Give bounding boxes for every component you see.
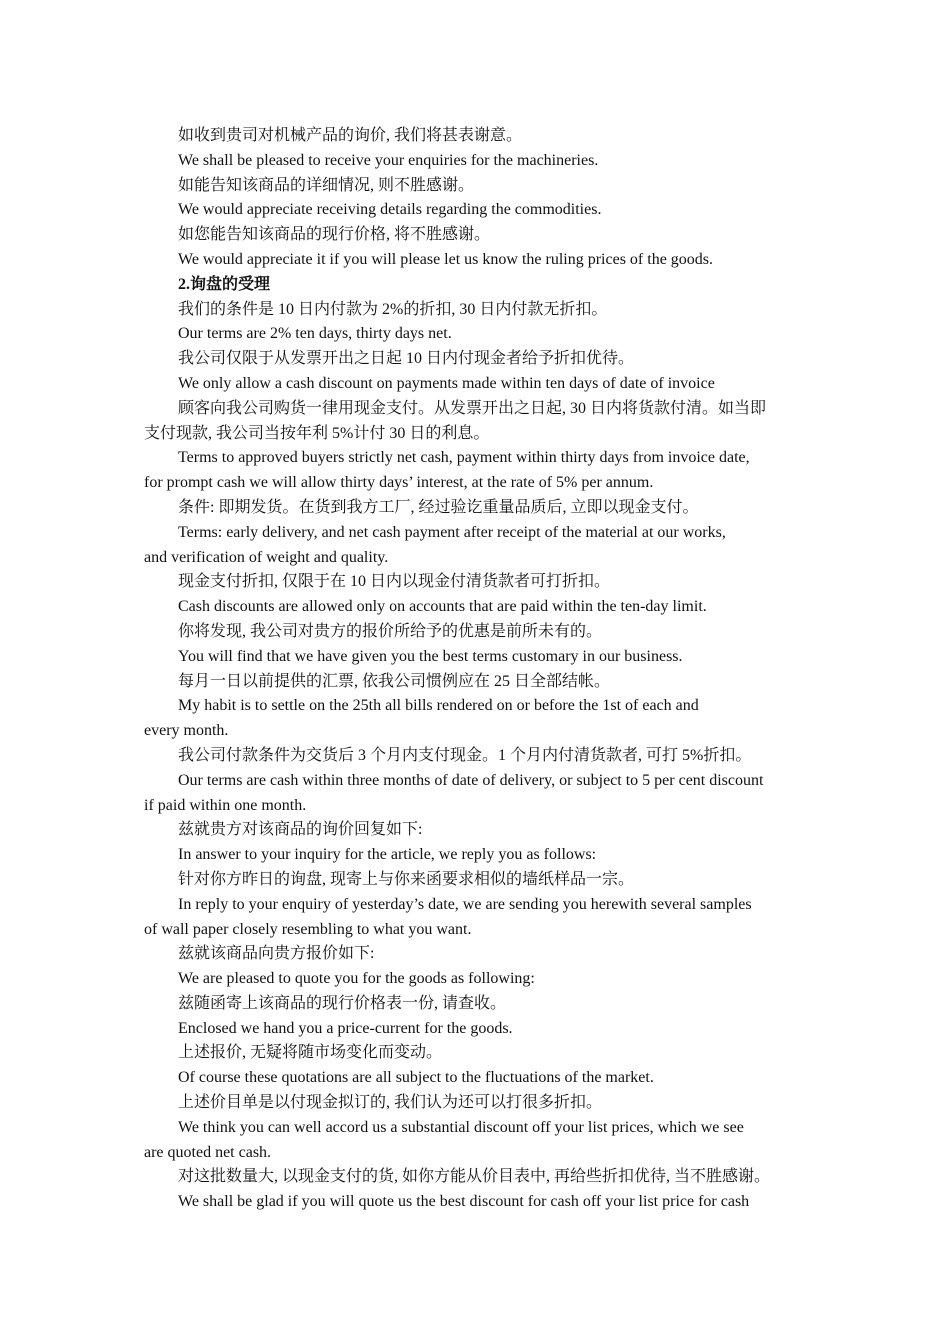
paragraph-line: We think you can well accord us a substantial discount off your list prices, which we see (178, 1118, 744, 1136)
paragraph-line: 现金支付折扣, 仅限于在 10 日内以现金付清货款者可打折扣。 (178, 573, 611, 591)
paragraph-line: 条件: 即期发货。在货到我方工厂, 经过验讫重量品质后, 立即以现金支付。 (178, 498, 699, 516)
paragraph-line: 兹随函寄上该商品的现行价格表一份, 请查收。 (178, 994, 507, 1012)
paragraph-continuation: if paid within one month. (144, 796, 307, 814)
paragraph-line: 针对你方昨日的询盘, 现寄上与你来函要求相似的墙纸样品一宗。 (178, 870, 635, 888)
paragraph-continuation: and verification of weight and quality. (144, 548, 389, 566)
paragraph-line: 我们的条件是 10 日内付款为 2%的折扣, 30 日内付款无折扣。 (178, 300, 608, 318)
paragraph-line: We shall be glad if you will quote us the best discount for cash off your list price for cash (178, 1193, 750, 1211)
paragraph-line: Enclosed we hand you a price-current for the goods. (178, 1019, 513, 1037)
paragraph-line: Our terms are cash within three months of date of delivery, or subject to 5 per cent discount (178, 771, 764, 789)
paragraph-line: My habit is to settle on the 25th all bills rendered on or before the 1st of each and (178, 697, 699, 715)
paragraph-continuation: are quoted net cash. (144, 1143, 272, 1161)
paragraph-line: In answer to your inquiry for the article, we reply you as follows: (178, 846, 597, 864)
paragraph-continuation: every month. (144, 722, 229, 740)
paragraph-continuation: 支付现款, 我公司当按年利 5%计付 30 日的利息。 (144, 424, 490, 442)
paragraph-line: We only allow a cash discount on payments made within ten days of date of invoice (178, 374, 715, 392)
paragraph-line: Our terms are 2% ten days, thirty days net. (178, 325, 452, 343)
paragraph-line: 上述报价, 无疑将随市场变化而变动。 (178, 1044, 443, 1062)
paragraph-line: 我公司付款条件为交货后 3 个月内支付现金。1 个月内付清货款者, 可打 5%折扣。 (178, 746, 752, 764)
document-body (144, 124, 804, 1215)
paragraph-line: 我公司仅限于从发票开出之日起 10 日内付现金者给予折扣优待。 (178, 350, 635, 368)
paragraph-line: 兹就贵方对该商品的询价回复如下: (178, 821, 423, 839)
paragraph-line: 上述价目单是以付现金拟订的, 我们认为还可以打很多折扣。 (178, 1094, 603, 1112)
paragraph-line: Cash discounts are allowed only on accounts that are paid within the ten-day limit. (178, 598, 707, 616)
paragraph-line: Terms: early delivery, and net cash payment after receipt of the material at our works, (178, 523, 726, 541)
paragraph-line: In reply to your enquiry of yesterday’s date, we are sending you herewith several samples (178, 895, 752, 913)
paragraph-line: 每月一日以前提供的汇票, 依我公司惯例应在 25 日全部结帐。 (178, 672, 611, 690)
paragraph-line: 兹就该商品向贵方报价如下: (178, 945, 375, 963)
paragraph-line: 顾客向我公司购货一律用现金支付。从发票开出之日起, 30 日内将货款付清。如当即 (178, 399, 767, 417)
paragraph-line: 如您能告知该商品的现行价格, 将不胜感谢。 (178, 226, 491, 244)
paragraph-line: 你将发现, 我公司对贵方的报价所给予的优惠是前所未有的。 (178, 622, 603, 640)
paragraph-continuation: for prompt cash we will allow thirty days’ interest, at the rate of 5% per annum. (144, 474, 654, 492)
section-heading: 2.询盘的受理 (178, 275, 271, 293)
paragraph-continuation: of wall paper closely resembling to what you want. (144, 920, 472, 938)
paragraph-line: 如能告知该商品的详细情况, 则不胜感谢。 (178, 176, 475, 194)
paragraph-line: We shall be pleased to receive your enquiries for the machineries. (178, 151, 599, 169)
paragraph-line: 对这批数量大, 以现金支付的货, 如你方能从价目表中, 再给些折扣优待, 当不胜感谢。 (178, 1168, 771, 1186)
paragraph-line: We would appreciate receiving details regarding the commodities. (178, 201, 602, 219)
paragraph-line: We would appreciate it if you will please let us know the ruling prices of the goods. (178, 250, 714, 268)
paragraph-line: You will find that we have given you the best terms customary in our business. (178, 647, 683, 665)
paragraph-line: We are pleased to quote you for the goods as following: (178, 970, 535, 988)
paragraph-line: 如收到贵司对机械产品的询价, 我们将甚表谢意。 (178, 127, 523, 144)
paragraph-line: Of course these quotations are all subject to the fluctuations of the market. (178, 1069, 654, 1087)
paragraph-line: Terms to approved buyers strictly net cash, payment within thirty days from invoice date, (178, 449, 750, 467)
